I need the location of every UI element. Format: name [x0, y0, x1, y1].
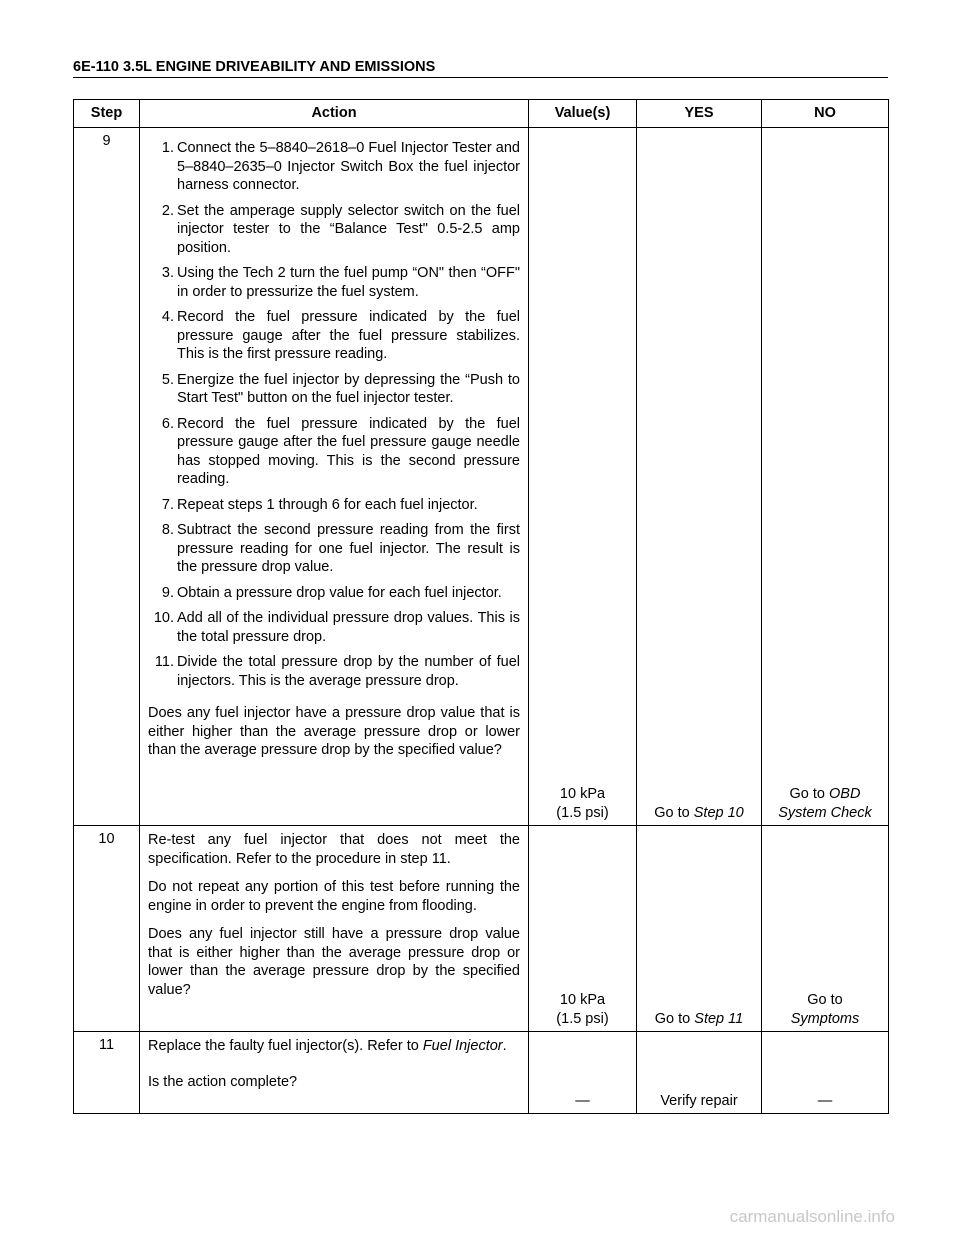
column-header-values: Value(s) — [529, 100, 637, 128]
substep-text: Add all of the individual pressure drop values. This is the total pressure drop. — [177, 610, 520, 645]
step-number: 11 — [74, 1032, 140, 1114]
value-text: 10 kPa — [559, 992, 606, 1008]
fuel-injector-link[interactable]: Fuel Injector — [422, 1038, 503, 1054]
action-paragraph: Do not repeat any portion of this test before running the engine in order to prevent the engine from flooding. — [148, 879, 520, 914]
list-item — [148, 653, 520, 690]
decision-question: Does any fuel injector still have a pressure drop value that is either higher than the average pressure drop or lower than the average pressure drop by the specified value? — [148, 926, 520, 998]
substep-number: 8. — [161, 522, 174, 538]
action-cell — [140, 1032, 529, 1114]
value-text: (1.5 psi) — [556, 804, 609, 821]
list-item — [148, 202, 520, 258]
action-cell — [140, 128, 529, 826]
substep-number: 4. — [161, 309, 174, 325]
action-paragraph — [148, 1037, 520, 1056]
substep-number: 1. — [161, 140, 174, 156]
column-header-action: Action — [140, 100, 529, 128]
symptoms-link[interactable]: Symptoms — [790, 1010, 860, 1027]
table-header-row — [74, 100, 889, 128]
yes-prefix: Go to — [654, 804, 694, 821]
substep-text: Divide the total pressure drop by the number of fuel injectors. This is the average pressure drop. — [177, 654, 520, 689]
step-link[interactable]: Step 10 — [693, 804, 744, 821]
substep-text: Set the amperage supply selector switch on the fuel injector tester to the “Balance Test" 0.5-2.5 amp position. — [177, 202, 520, 256]
value-cell — [529, 128, 637, 826]
list-item — [148, 139, 520, 195]
no-cell: — — [762, 1032, 889, 1114]
step-number: 9 — [74, 128, 140, 826]
substep-text: Repeat steps 1 through 6 for each fuel injector. — [177, 496, 478, 513]
decision-question: Is the action complete? — [148, 1073, 298, 1090]
column-header-no: NO — [762, 100, 889, 128]
action-cell — [140, 826, 529, 1032]
substep-text: Record the fuel pressure indicated by the fuel pressure gauge after the fuel pressure gauge needle has stopped moving. This is the second pressure reading. — [177, 415, 520, 487]
list-item — [148, 264, 520, 301]
value-cell — [529, 826, 637, 1032]
substep-text: Subtract the second pressure reading from the first pressure reading for one fuel injector. The result is the pressure drop value. — [177, 522, 520, 575]
substep-text: Using the Tech 2 turn the fuel pump “ON" then “OFF" in order to pressurize the fuel system. — [177, 265, 520, 300]
action-text: Replace the faulty fuel injector(s). Refer to — [148, 1038, 423, 1054]
no-cell — [762, 128, 889, 826]
table-row — [74, 826, 889, 1032]
substep-text: Connect the 5–8840–2618–0 Fuel Injector Tester and 5–8840–2635–0 Injector Switch Box the fuel injector harness connector. — [177, 140, 520, 193]
list-item — [148, 415, 520, 489]
list-item — [148, 521, 520, 577]
list-item — [148, 308, 520, 364]
decision-question: Does any fuel injector have a pressure drop value that is either higher than the average pressure drop or lower than the average pressure drop by the specified value? — [148, 705, 520, 758]
substep-number: 9. — [161, 584, 174, 601]
table-row — [74, 128, 889, 826]
yes-cell — [637, 826, 762, 1032]
substep-text: Obtain a pressure drop value for each fuel injector. — [177, 584, 502, 601]
value-text: 10 kPa — [559, 786, 606, 802]
list-item — [148, 584, 520, 603]
step-link[interactable]: Step 11 — [694, 1010, 744, 1027]
action-paragraph: Re-test any fuel injector that does not meet the specification. Refer to the procedure in step 11. — [148, 832, 520, 867]
value-cell: — — [529, 1032, 637, 1114]
column-header-step: Step — [74, 100, 140, 128]
value-text: (1.5 psi) — [556, 1010, 609, 1027]
diagnostic-table — [73, 99, 889, 1114]
substep-text: Energize the fuel injector by depressing the “Push to Start Test" button on the fuel injector tester. — [177, 371, 520, 406]
no-prefix: Go to — [807, 992, 843, 1008]
yes-cell: Verify repair — [637, 1032, 762, 1114]
yes-cell — [637, 128, 762, 826]
step-number: 10 — [74, 826, 140, 1032]
substep-list — [148, 139, 520, 690]
no-cell — [762, 826, 889, 1032]
substep-number: 10. — [153, 610, 174, 626]
column-header-yes: YES — [637, 100, 762, 128]
substep-number: 11. — [154, 654, 174, 670]
substep-number: 2. — [161, 202, 174, 219]
substep-number: 5. — [161, 371, 174, 388]
list-item — [148, 371, 520, 408]
substep-number: 6. — [161, 415, 174, 432]
substep-number: 7. — [161, 496, 174, 513]
no-prefix: Go to — [789, 786, 830, 802]
list-item — [148, 609, 520, 646]
substep-number: 3. — [161, 265, 174, 281]
page-title: 6E-110 3.5L ENGINE DRIVEABILITY AND EMISSIONS — [73, 58, 888, 78]
obd-link[interactable]: OBD — [829, 786, 861, 802]
watermark: carmanualsonline.info — [729, 1207, 895, 1226]
table-row — [74, 1032, 889, 1114]
system-check-link[interactable]: System Check — [778, 804, 872, 821]
action-text: . — [502, 1038, 507, 1054]
list-item — [148, 496, 520, 515]
substep-text: Record the fuel pressure indicated by the fuel pressure gauge after the fuel pressure stabilizes. This is the first pressure reading. — [177, 309, 520, 362]
yes-prefix: Go to — [654, 1010, 695, 1027]
